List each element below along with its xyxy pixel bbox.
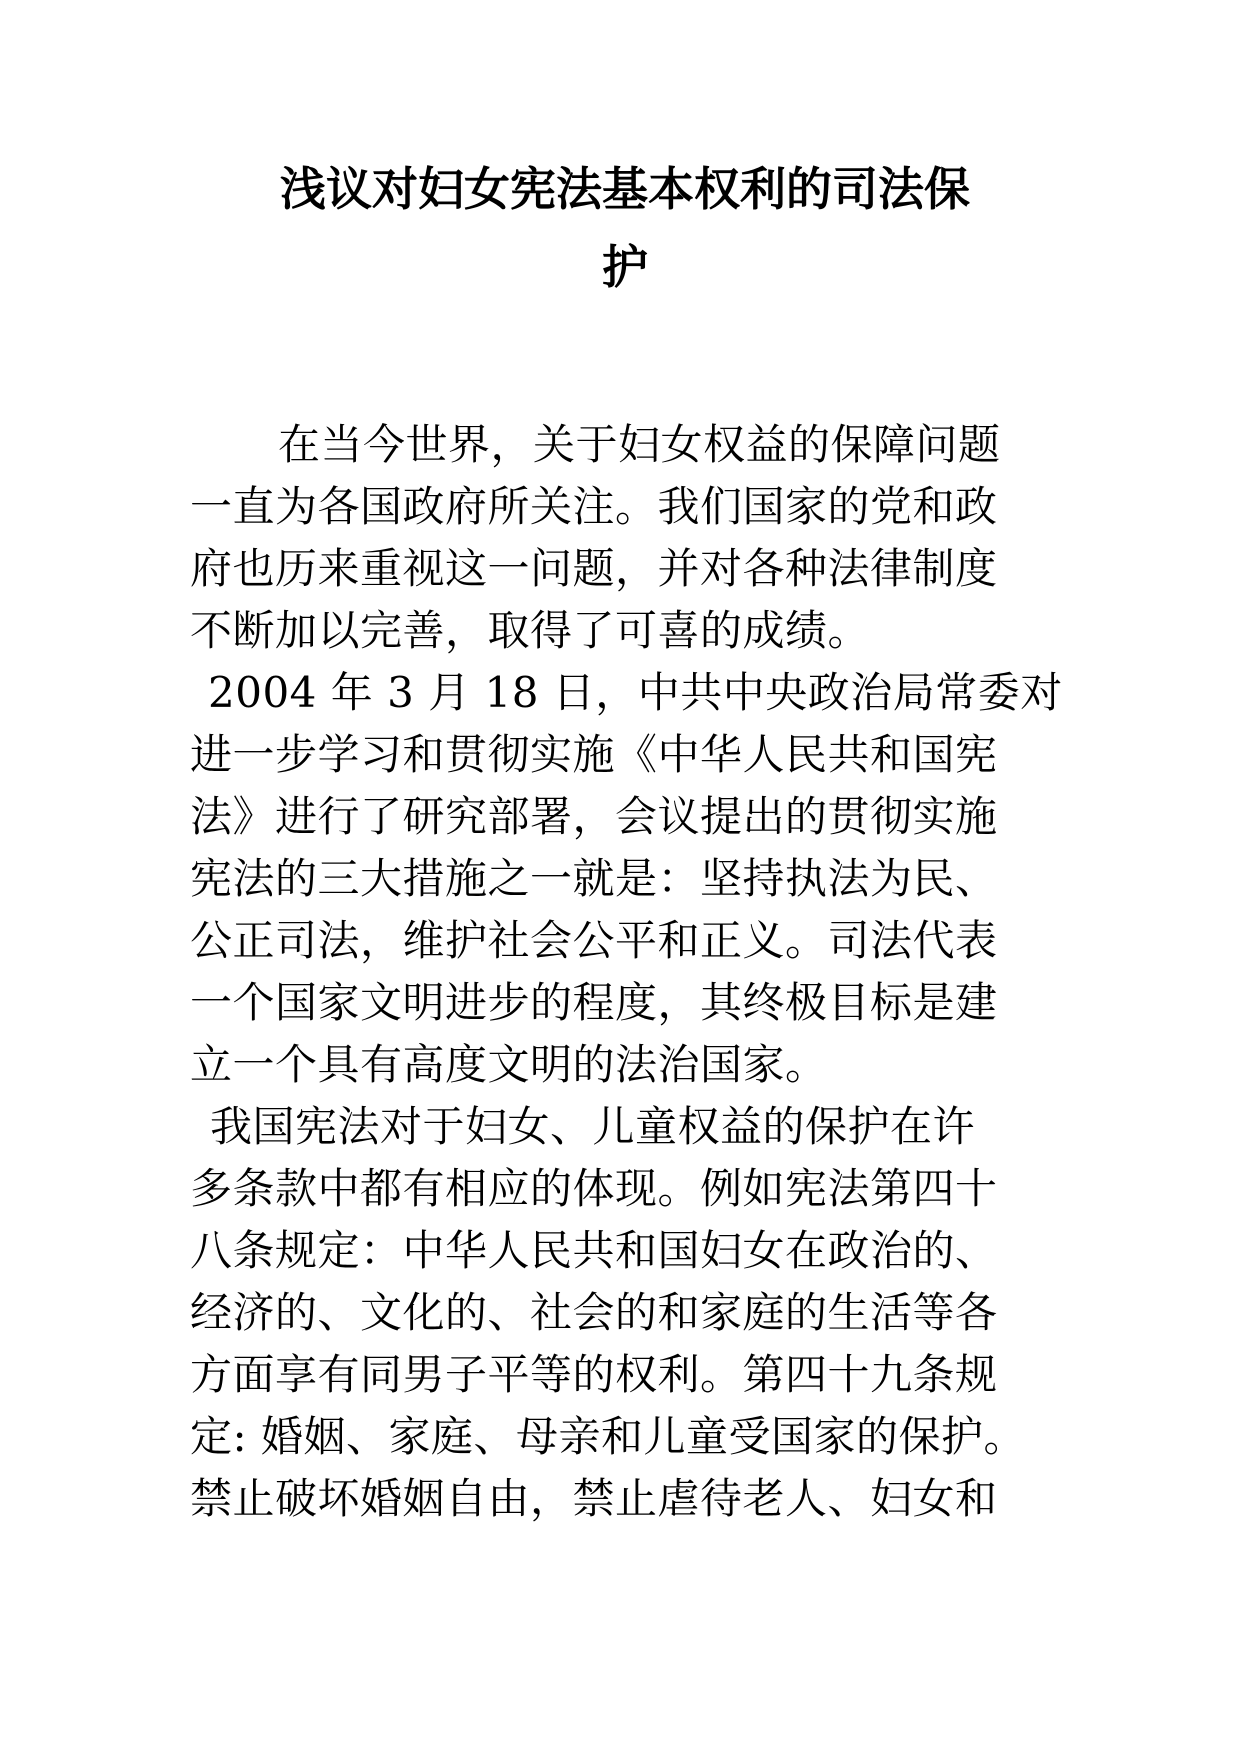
paragraph-line: 宪法的三大措施之一就是：坚持执法为民、 [190, 854, 998, 903]
paragraph-line: 进一步学习和贯彻实施《中华人民共和国宪 [190, 730, 998, 779]
paragraph-line: 禁止破坏婚姻自由，禁止虐待老人、妇女和 [190, 1474, 998, 1523]
paragraph-line: 2004 年 3 月 18 日，中共中央政治局常委对 [208, 668, 1063, 717]
title-line: 浅议对妇女宪法基本权利的司法保 [280, 162, 970, 216]
paragraph-line: 一个国家文明进步的程度，其终极目标是建 [190, 978, 998, 1027]
paragraph-line: 立一个具有高度文明的法治国家。 [190, 1040, 828, 1089]
paragraph-2 [190, 662, 1090, 1096]
title-line: 护 [602, 240, 648, 294]
paragraph-line: 我国宪法对于妇女、儿童权益的保护在许 [210, 1102, 976, 1151]
paragraph-line: 在当今世界，关于妇女权益的保障问题 [278, 420, 1001, 469]
paragraph-line: 一直为各国政府所关注。我们国家的党和政 [190, 482, 998, 531]
paragraph-line: 八条规定：中华人民共和国妇女在政治的、 [190, 1226, 998, 1275]
paragraph-line: 定: 婚姻、家庭、母亲和儿童受国家的保护。 [190, 1412, 1027, 1461]
paragraph-line: 方面享有同男子平等的权利。第四十九条规 [190, 1350, 998, 1399]
document-title [190, 150, 1060, 306]
paragraph-line: 公正司法，维护社会公平和正义。司法代表 [190, 916, 998, 965]
paragraph-3 [190, 1096, 1090, 1530]
paragraph-line: 经济的、文化的、社会的和家庭的生活等各 [190, 1288, 998, 1337]
paragraph-line: 府也历来重视这一问题，并对各种法律制度 [190, 544, 998, 593]
paragraph-line: 多条款中都有相应的体现。例如宪法第四十 [190, 1164, 998, 1213]
paragraph-line: 法》进行了研究部署，会议提出的贯彻实施 [190, 792, 998, 841]
document-body [190, 414, 1090, 1530]
paragraph-1 [190, 414, 1090, 662]
paragraph-line: 不断加以完善，取得了可喜的成绩。 [190, 606, 871, 655]
